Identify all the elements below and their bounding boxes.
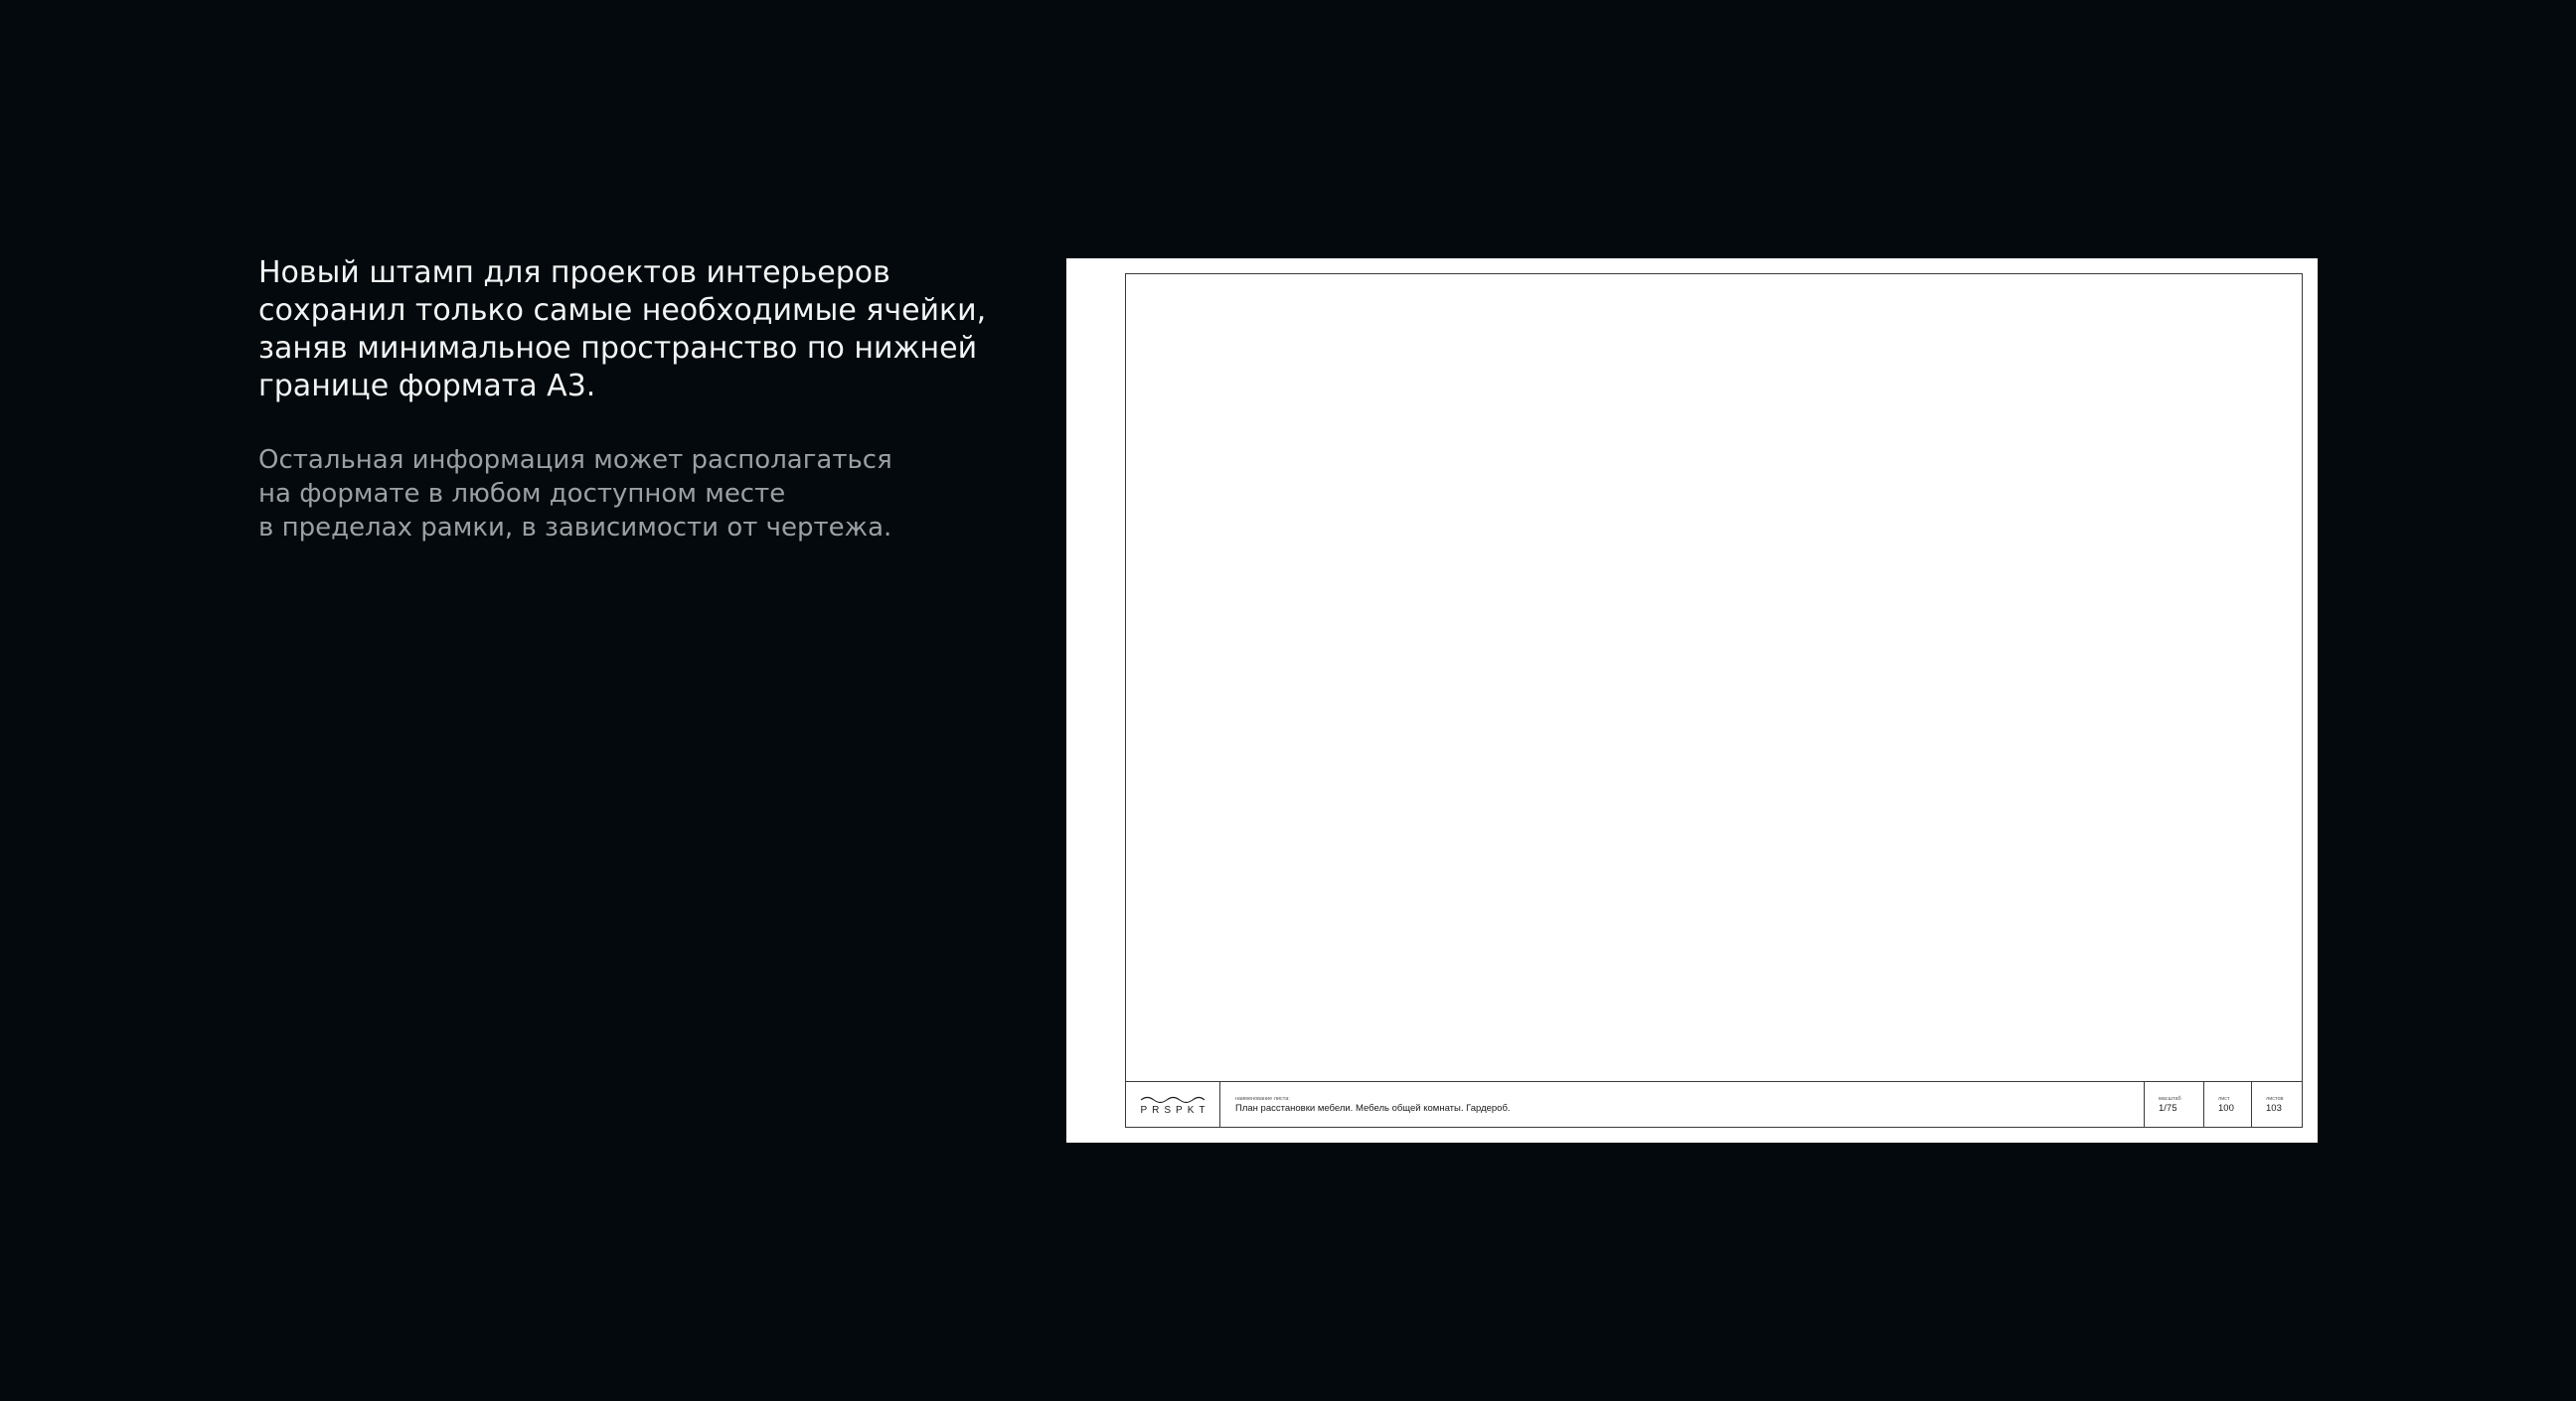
intro-note-line: на формате в любом доступном месте: [258, 479, 786, 509]
intro-lead-line: заняв минимальное пространство по нижней: [258, 331, 978, 366]
scale-caption: масштаб: [2159, 1095, 2181, 1102]
title-block-stamp: [1126, 1081, 2302, 1127]
intro-note-line: в пределах рамки, в зависимости от чертежа.: [258, 513, 892, 543]
intro-text-block: [258, 254, 1014, 545]
intro-lead-paragraph: [258, 254, 1014, 405]
a3-sheet-preview: [1066, 258, 2318, 1143]
sheets-total-value: 103: [2266, 1102, 2282, 1114]
intro-note-line: Остальная информация может располагаться: [258, 445, 892, 475]
stamp-sheet-number-cell: [2204, 1082, 2252, 1127]
sheet-number-caption: лист: [2218, 1095, 2230, 1102]
stamp-logo-cell: [1126, 1082, 1220, 1127]
drawing-frame: [1125, 273, 2303, 1128]
intro-lead-line: сохранил только самые необходимые ячейки,: [258, 293, 987, 328]
sheet-name-value: План расстановки мебели. Мебель общей комнаты. Гардероб.: [1235, 1102, 1511, 1114]
stamp-logo-text: PRSPKT: [1140, 1104, 1210, 1116]
sheet-number-value: 100: [2218, 1102, 2234, 1114]
scale-value: 1/75: [2159, 1102, 2177, 1114]
intro-lead-line: границе формата А3.: [258, 369, 596, 403]
intro-lead-line: Новый штамп для проектов интерьеров: [258, 255, 890, 290]
stamp-sheet-name-cell: [1220, 1082, 2145, 1127]
intro-note-paragraph: [258, 443, 1014, 545]
wave-logo-icon: [1139, 1094, 1207, 1103]
sheet-name-caption: наименование листа:: [1235, 1095, 1290, 1102]
stamp-scale-cell: [2145, 1082, 2204, 1127]
sheets-total-caption: листов: [2266, 1095, 2284, 1102]
stamp-sheets-total-cell: [2252, 1082, 2302, 1127]
